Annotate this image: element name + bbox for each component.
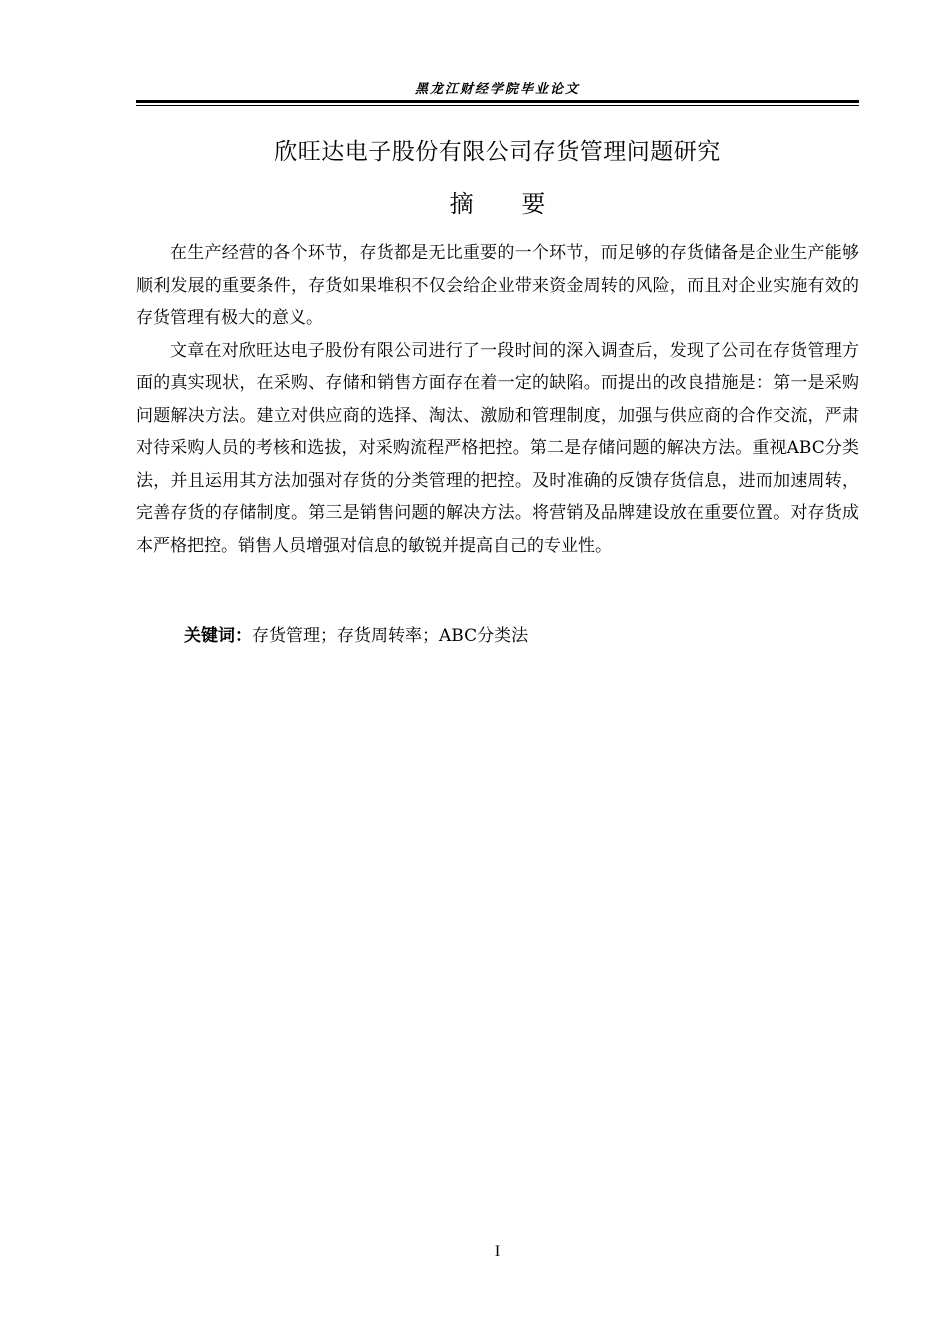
header-rule-thin	[136, 105, 859, 106]
abstract-heading-char-2: 要	[521, 190, 546, 218]
running-header: 黑龙江财经学院毕业论文	[414, 82, 580, 97]
keywords-text: 存货管理；存货周转率；ABC分类法	[252, 626, 529, 646]
keywords-line	[184, 622, 528, 650]
abstract-body	[136, 237, 859, 562]
abstract-heading-char-1: 摘	[449, 190, 474, 218]
thesis-title: 欣旺达电子股份有限公司存货管理问题研究	[274, 139, 721, 165]
header-rule-thick	[136, 100, 859, 103]
abstract-paragraph-1: 在生产经营的各个环节，存货都是无比重要的一个环节，而足够的存货储备是企业生产能够顺利发展的重要条件，存货如果堆积不仅会给企业带来资金周转的风险，而且对企业实施有效的存货管理有极大的意义。	[136, 243, 859, 328]
abstract-heading	[136, 184, 859, 219]
page-number: I	[494, 1243, 501, 1260]
abstract-paragraph-2: 文章在对欣旺达电子股份有限公司进行了一段时间的深入调查后，发现了公司在存货管理方面的真实现状，在采购、存储和销售方面存在着一定的缺陷。而提出的改良措施是：第一是采购问题解决方法。建立对供应商的选择、淘汰、激励和管理制度，加强与供应商的合作交流，严肃对待采购人员的考核和选拔，对采购流程严格把控。第二是存储问题的解决方法。重视ABC分类法，并且运用其方法加强对存货的分类管理的把控。及时准确的反馈存货信息，进而加速周转，完善存货的存储制度。第三是销售问题的解决方法。将营销及品牌建设放在重要位置。对存货成本严格把控。销售人员增强对信息的敏锐并提高自己的专业性。	[136, 340, 859, 556]
keywords-label: 关键词：	[184, 626, 252, 646]
